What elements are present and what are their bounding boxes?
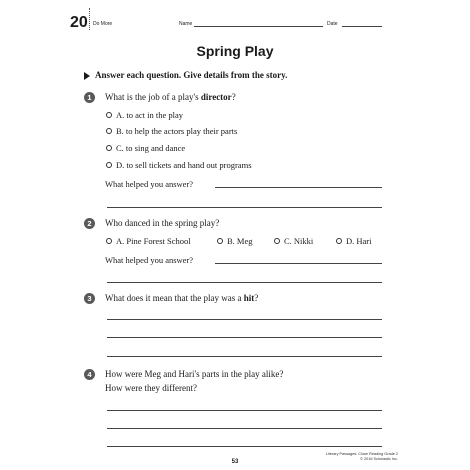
page-number: 20: [70, 14, 88, 31]
option-label: A. Pine Forest School: [116, 236, 191, 246]
q1-option-a[interactable]: [106, 110, 183, 120]
q1-option-c[interactable]: [106, 143, 185, 153]
q2-option-d[interactable]: [336, 236, 372, 246]
q2-option-b[interactable]: [217, 236, 253, 246]
q3-answer-line-2[interactable]: [107, 337, 382, 338]
q4-answer-line-1[interactable]: [107, 410, 382, 411]
q1-option-b[interactable]: [106, 126, 237, 136]
option-label: B. Meg: [227, 236, 253, 246]
name-field-line[interactable]: [194, 26, 323, 27]
option-label: A. to act in the play: [116, 110, 184, 120]
option-label: D. Hari: [346, 236, 372, 246]
page-title: Spring Play: [196, 43, 274, 59]
footer-copyright: © 2016 Scholastic Inc.: [360, 457, 398, 461]
arrow-right-icon: [84, 72, 90, 80]
question-3-text-end: ?: [254, 293, 259, 303]
q4-answer-line-2[interactable]: [107, 428, 382, 429]
date-label: Date: [327, 21, 338, 27]
q2-answer-line-1[interactable]: [215, 263, 382, 264]
question-4-line-1: How were Meg and Hari's parts in the play alike?: [105, 369, 284, 379]
question-1-text-part: What is the job of a play's: [105, 92, 201, 102]
question-3-number: 3: [84, 293, 95, 304]
q3-answer-line-3[interactable]: [107, 356, 382, 357]
option-label: C. Nikki: [284, 236, 314, 246]
radio-icon[interactable]: [106, 145, 112, 151]
question-1-number: 1: [84, 92, 95, 103]
radio-icon[interactable]: [217, 238, 223, 244]
q3-answer-line-1[interactable]: [107, 319, 382, 320]
footer-page-number: 53: [231, 459, 239, 465]
radio-icon[interactable]: [106, 128, 112, 134]
radio-icon[interactable]: [274, 238, 280, 244]
question-1-keyword: director: [200, 92, 232, 102]
option-label: D. to sell tickets and hand out programs: [116, 160, 252, 170]
name-label: Name: [179, 21, 193, 27]
footer-source-title: Literary Passages: Close Reading Grade 2: [325, 452, 398, 456]
radio-icon[interactable]: [106, 162, 112, 168]
question-3-keyword: hit: [243, 293, 255, 303]
question-3-text: [105, 293, 258, 303]
question-4-line-2: How were they different?: [105, 383, 198, 393]
q2-option-a[interactable]: [106, 236, 191, 246]
question-2-number: 2: [84, 218, 95, 229]
question-1-text-end: ?: [231, 92, 236, 102]
q4-answer-line-3[interactable]: [107, 446, 382, 447]
question-4-number: 4: [84, 369, 95, 380]
q2-answer-line-2[interactable]: [107, 282, 382, 283]
option-label: B. to help the actors play their parts: [116, 126, 238, 136]
instructions: Answer each question. Give details from the story.: [95, 70, 288, 80]
question-1-text: [105, 92, 236, 102]
radio-icon[interactable]: [106, 112, 112, 118]
date-field-line[interactable]: [342, 26, 382, 27]
radio-icon[interactable]: [336, 238, 342, 244]
q2-helped-prompt: What helped you answer?: [105, 255, 194, 265]
section-label: Do More: [93, 21, 113, 27]
question-2-text: Who danced in the spring play?: [105, 218, 220, 228]
q1-option-d[interactable]: [106, 160, 252, 170]
radio-icon[interactable]: [106, 238, 112, 244]
header-divider: [89, 8, 90, 30]
q1-helped-prompt: What helped you answer?: [105, 179, 194, 189]
question-3-text-part: What does it mean that the play was a: [105, 293, 244, 303]
option-label: C. to sing and dance: [116, 143, 186, 153]
footer-source: [326, 452, 398, 462]
q1-answer-line-2[interactable]: [107, 207, 382, 208]
q1-answer-line-1[interactable]: [215, 187, 382, 188]
q2-option-c[interactable]: [274, 236, 313, 246]
